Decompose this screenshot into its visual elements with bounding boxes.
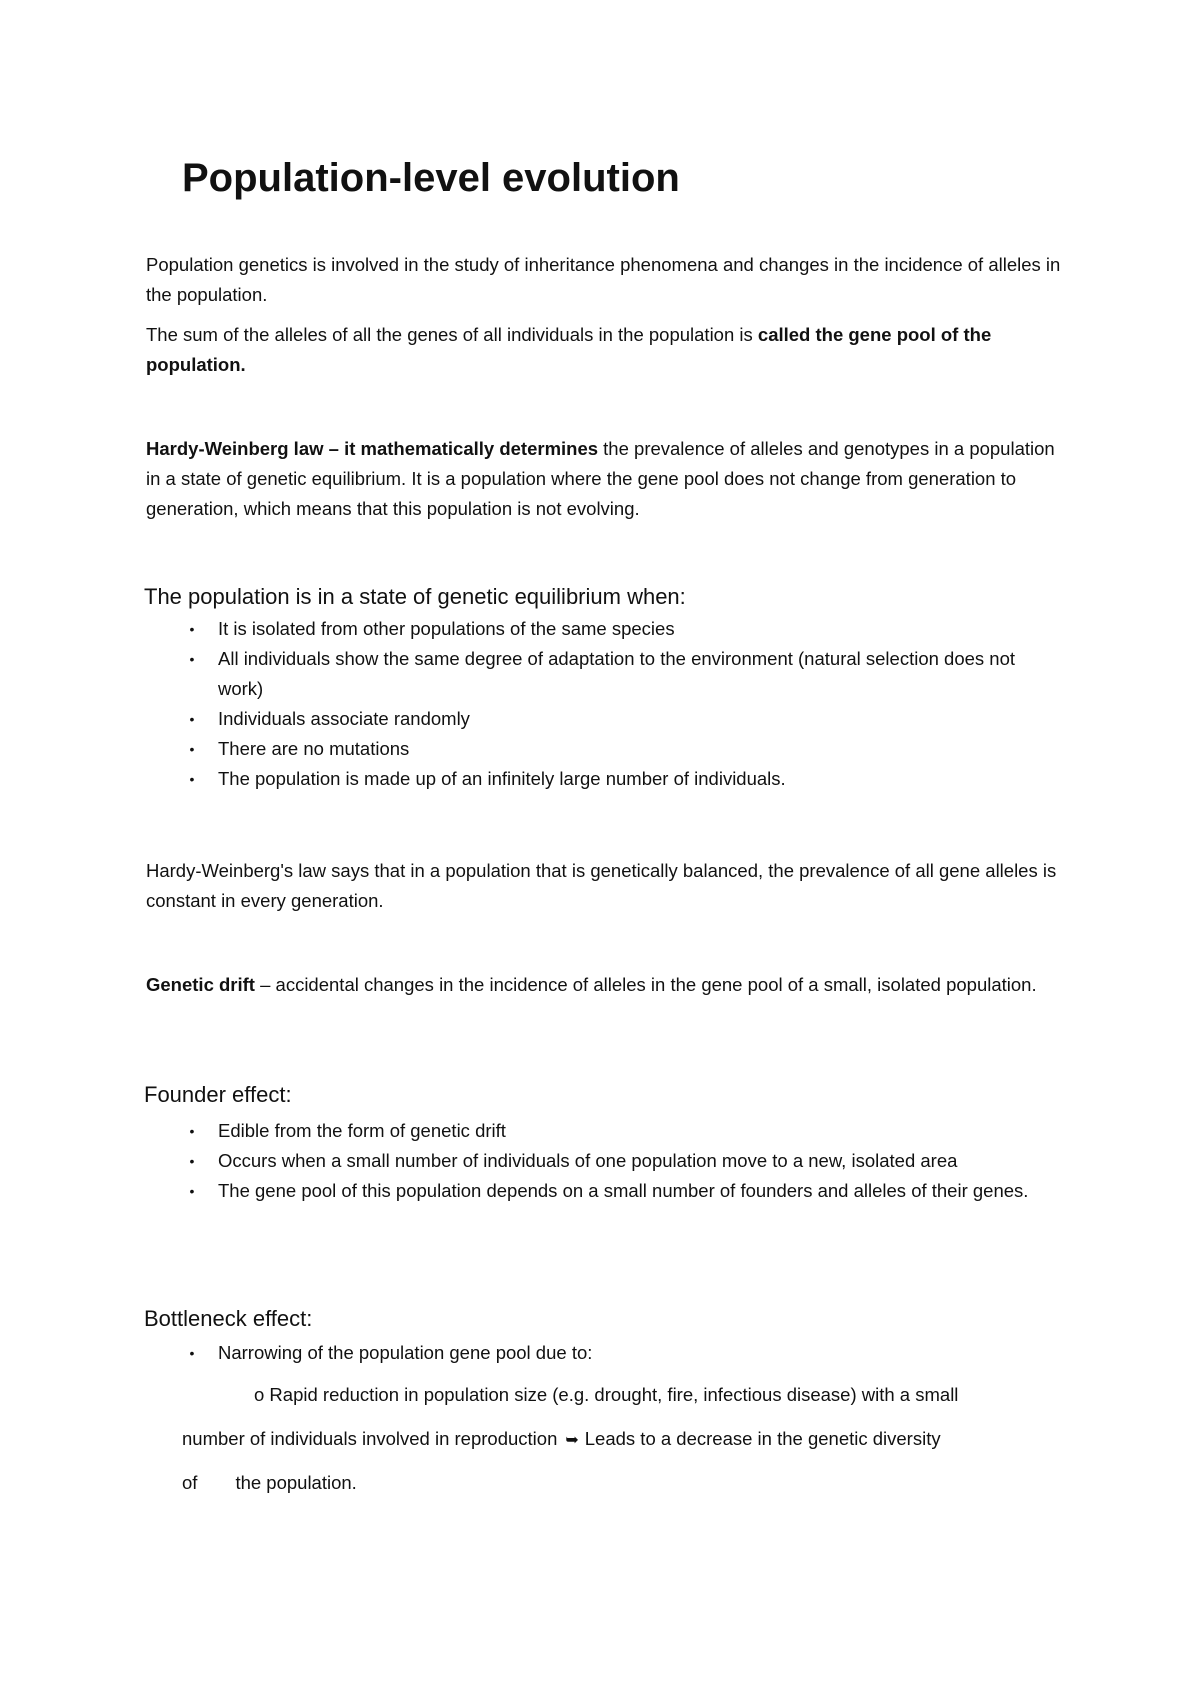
page-title: Population-level evolution	[182, 156, 680, 200]
bullet-icon: •	[189, 711, 195, 727]
genetic-drift-paragraph	[146, 970, 1066, 1000]
bullet-icon: •	[189, 741, 195, 757]
arrow-icon: ➥	[565, 1432, 579, 1449]
list-item: • Individuals associate randomly	[182, 704, 1062, 734]
bottleneck-heading: Bottleneck effect:	[144, 1306, 313, 1331]
bullet-icon: •	[189, 1123, 195, 1139]
list-item: • The gene pool of this population depends on a small number of founders and alleles of their genes.	[182, 1176, 1062, 1206]
equilibrium-heading: The population is in a state of genetic equilibrium when:	[144, 584, 686, 609]
founder-list	[182, 1116, 1062, 1206]
bottleneck-sub-line-2: number of individuals involved in reproduction ➥ Leads to a decrease in the genetic diversity	[182, 1424, 941, 1456]
bottleneck-sub-line-3: of the population.	[182, 1472, 357, 1493]
gene-pool-bold: called the gene pool of the population.	[146, 324, 992, 375]
genetic-drift-term: Genetic drift	[146, 974, 255, 995]
gene-pool-text: The sum of the alleles of all the genes of all individuals in the population is	[146, 324, 758, 345]
list-item: • There are no mutations	[182, 734, 1062, 764]
list-item: • Occurs when a small number of individuals of one population move to a new, isolated area	[182, 1146, 1062, 1176]
gene-pool-paragraph	[146, 320, 1066, 380]
bullet-icon: •	[189, 1183, 195, 1199]
bullet-icon: •	[189, 651, 195, 667]
intro-paragraph: Population genetics is involved in the study of inheritance phenomena and changes in the incidence of alleles in the population.	[146, 254, 1061, 305]
bullet-icon: •	[189, 1345, 195, 1361]
bullet-icon: •	[189, 621, 195, 637]
hardy-weinberg-paragraph	[146, 434, 1066, 524]
bottleneck-list	[182, 1338, 1062, 1368]
list-item: • Edible from the form of genetic drift	[182, 1116, 1062, 1146]
list-item: • It is isolated from other populations of the same species	[182, 614, 1062, 644]
list-item: • All individuals show the same degree of adaptation to the environment (natural selection does not work)	[182, 644, 1062, 704]
hardy-weinberg-definition: the prevalence of alleles and genotypes in a population in a state of genetic equilibrium. It is a population where the gene pool does not change from generation to generation, which means that this population is not evolving.	[146, 438, 1055, 519]
bullet-icon: •	[189, 771, 195, 787]
equilibrium-list	[182, 614, 1062, 794]
bottleneck-sub-line-1: o Rapid reduction in population size (e.g. drought, fire, infectious disease) with a small	[254, 1384, 959, 1405]
founder-heading: Founder effect:	[144, 1082, 292, 1107]
list-item: • Narrowing of the population gene pool due to:	[182, 1338, 1062, 1368]
bullet-icon: •	[189, 1153, 195, 1169]
hardy-weinberg-statement: Hardy-Weinberg's law says that in a population that is genetically balanced, the prevalence of all gene alleles is constant in every generation.	[146, 860, 1057, 911]
hardy-weinberg-term: Hardy-Weinberg law – it mathematically determines	[146, 438, 599, 459]
list-item: • The population is made up of an infinitely large number of individuals.	[182, 764, 1062, 794]
genetic-drift-definition: – accidental changes in the incidence of alleles in the gene pool of a small, isolated population.	[254, 974, 1037, 995]
